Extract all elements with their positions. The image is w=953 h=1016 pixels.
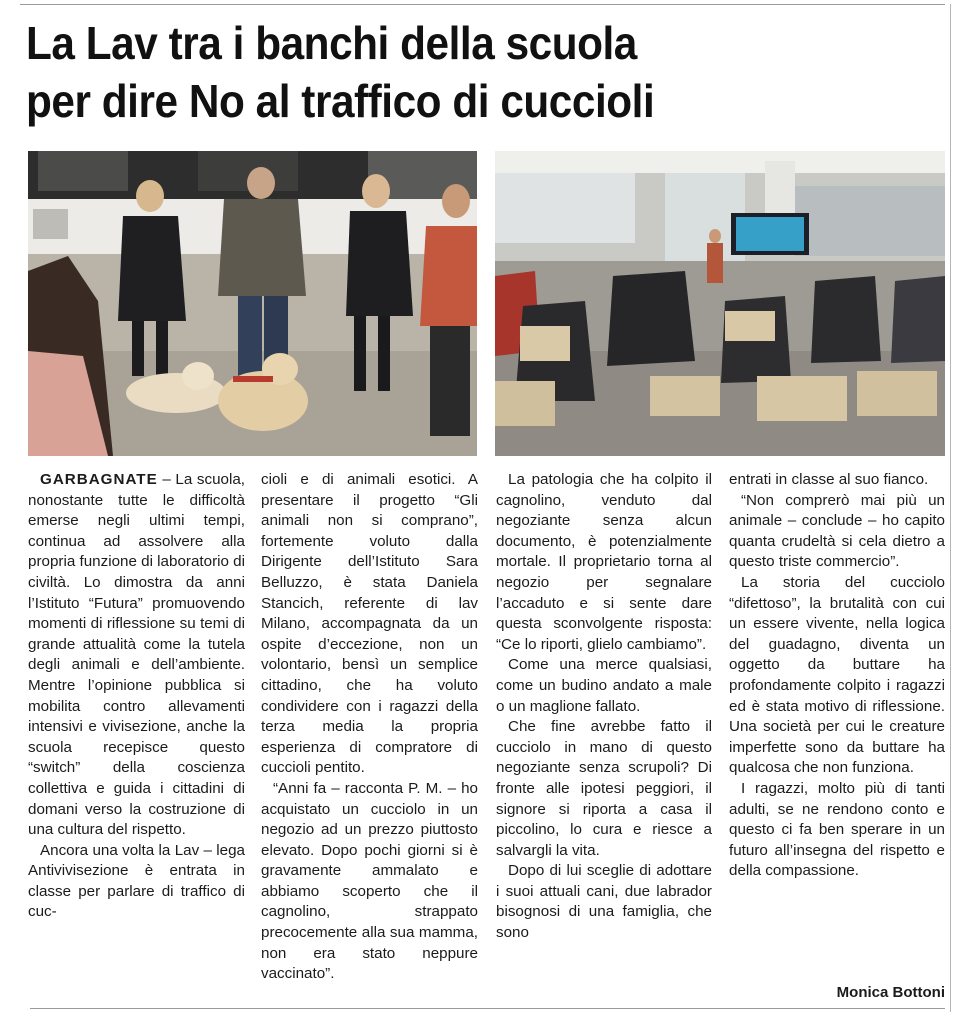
column-3 [496, 470, 712, 944]
dateline: GARBAGNATE [40, 471, 158, 488]
photo-dogs-and-visitors [28, 151, 477, 456]
headline-line-1: La Lav tra i banchi della scuola [26, 17, 637, 69]
photo-image [28, 151, 477, 456]
paragraph: “Non comprerò mai più un animale – conclude – ho capito quanta crudeltà si cela dietro a questo triste commercio”. [729, 491, 945, 571]
top-rule [20, 4, 945, 5]
column-4 [729, 470, 945, 882]
column-2 [261, 470, 478, 985]
paragraph: cioli e di animali esotici. A presentare il progetto “Gli animali non si comprano”, fortemente voluto dalla Dirigente dell’Istituto Sara Belluzzo, è stata Daniela Stancich, referente di lav Milano, accompagnata da un ospite d’eccezione, non un volontario, bensì un semplice cittadino, che ha voluto condividere con i ragazzi della terza media la propria esperienza di compratore di cuccioli pentito. [261, 471, 478, 777]
paragraph: Che fine avrebbe fatto il cucciolo in mano di questo negoziante senza scrupoli? Di fronte alle ipotesi peggiori, il signore si riporta a casa il piccolino, lo cura e riesce a salvargli la vita. [496, 718, 712, 859]
paragraph: La patologia che ha colpito il cagnolino, venduto dal negoziante senza alcun documento, è potenzialmente mortale. Il proprietario torna al negozio per segnalare l’accaduto e si sente dare questa sconvolgente risposta: “Ce lo riporti, glielo cambiamo”. [496, 471, 712, 653]
right-rule [950, 4, 951, 1012]
paragraph-text: La scuola, nonostante tutte le difficoltà emerse negli ultimi tempi, continua ad assolvere alla propria funzione di laboratorio di civiltà. Lo dimostra da anni l’Istituto “Futura” promuovendo momenti di riflessione su temi di grande attualità come la tutela degli animali e dell’ambiente. Mentre l’opinione pubblica si mobilita contro allevamenti intensivi e vivisezione, anche la scuola recepisce questo “switch” della coscienza collettiva e guida i cittadini di domani verso la costruzione di una cultura del rispetto. [28, 471, 246, 839]
paragraph: entrati in classe al suo fianco. [729, 471, 929, 488]
paragraph: “Anni fa – racconta P. M. – ho acquistato un cucciolo in un negozio ad un prezzo piuttosto elevato. Dopo pochi giorni si è gravamente ammalato e abbiamo scoperto che il cagnolino, strappato precocemente alla sua mamma, non era stato neppure vaccinato”. [261, 779, 478, 983]
photo-students-classroom [495, 151, 945, 456]
bottom-rule [30, 1008, 945, 1009]
photo-image [495, 151, 945, 456]
author-byline: Monica Bottoni [836, 984, 945, 1001]
headline [26, 14, 863, 130]
headline-line-2: per dire No al traffico di cuccioli [26, 75, 655, 127]
paragraph: La storia del cucciolo “difettoso”, la brutalità con cui un essere vivente, nella logica del guadagno, diventa un oggetto da buttare ha profondamente colpito i ragazzi ed è stata motivo di riflessione. Una società per cui le creature imperfette sono da buttare ha qualcosa che non funziona. [729, 573, 945, 777]
paragraph: Ancora una volta la Lav – lega Antivivisezione è entrata in classe per parlare di traffico di cuc- [28, 841, 245, 921]
paragraph: Dopo di lui sceglie di adottare i suoi attuali cani, due labrador bisognosi di una famiglia, che sono [496, 862, 712, 942]
dateline-separator: – [157, 471, 176, 488]
column-1 [28, 470, 245, 923]
paragraph: I ragazzi, molto più di tanti adulti, se ne rendono conto e questo ci fa ben sperare in un futuro all’insegna del rispetto e della compassione. [729, 779, 945, 880]
paragraph [28, 470, 245, 841]
paragraph: Come una merce qualsiasi, come un budino andato a male o un maglione fallato. [496, 656, 712, 715]
